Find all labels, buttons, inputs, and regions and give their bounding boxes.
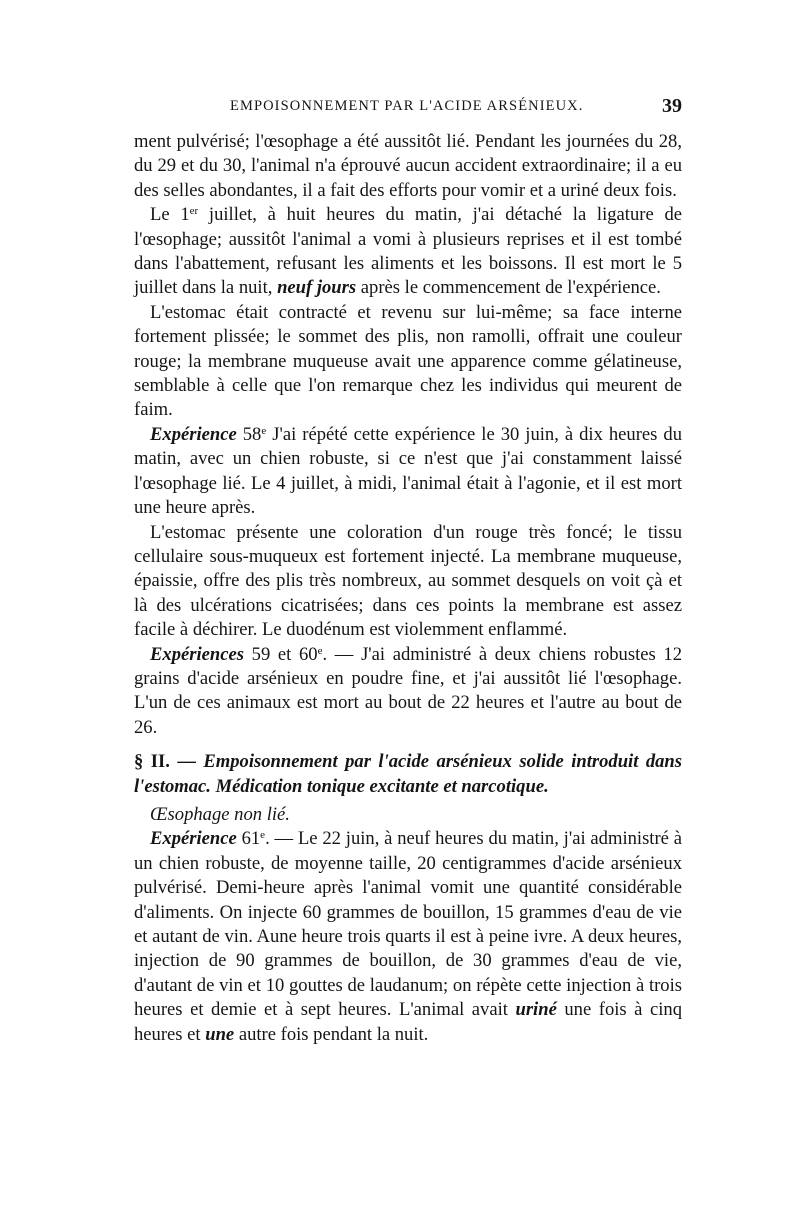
experiment-label: Expérience — [150, 828, 237, 850]
emphasis-text: une — [205, 1023, 235, 1045]
date-day: Le 1 — [150, 204, 190, 226]
section-number: § II. — — [134, 751, 204, 773]
paragraph-experience-58 — [134, 423, 682, 521]
paragraph-stomach — [134, 301, 682, 423]
paragraph-text: ment pulvérisé; l'œsophage a été aussitôt lié. Pendant les journées du 28, du 29 et du 30, l'animal n'a éprouvé aucun accident extraordinaire; il a eu des selles abondantes, il a fait des efforts pour vomir et a uriné deux fois. — [134, 131, 682, 201]
ordinal-suffix: e — [261, 424, 267, 437]
paragraph-text: J'ai répété cette expérience le 30 juin, à dix heures du matin, avec un chien robuste, si ce n'est que j'ai constamment laissé l'œsophage lié. Le 4 juillet, à midi, l'animal était à l'agonie, et il est mort une heure après. — [134, 423, 683, 519]
paragraph-experiences-59-60 — [134, 643, 682, 741]
running-title: EMPOISONNEMENT PAR L'ACIDE ARSÉNIEUX. — [230, 98, 584, 114]
paragraph-text: après le commencement de l'expérience. — [356, 277, 661, 299]
ordinal-suffix: e — [260, 829, 266, 842]
paragraph-text: . — Le 22 juin, à neuf heures du matin, j'ai administré à un chien robuste, de moyenne taille, 20 centigrammes d'acide arsénieux pulvérisé. Demi-heure après l'animal vomit une quantité considérable d'aliments. On injecte 60 grammes de bouillon, 15 grammes d'eau de vie et autant de vin. Aune heure trois quarts il est à peine ivre. A deux heures, injection de 90 grammes de bouillon, de 30 grammes d'eau de vie, d'autant de vin et 10 gouttes de laudanum; on répète cette injection à trois heures et demie et à sept heures. L'animal avait — [134, 828, 682, 1021]
paragraph-text: . — J'ai administré à deux chiens robustes 12 grains d'acide arsénieux en poudre fine, et j'ai aussitôt lié l'œsophage. L'un de ces animaux est mort au bout de 22 heures et l'autre au bout de 26. — [134, 643, 683, 738]
ordinal-suffix: er — [189, 205, 199, 218]
paragraph-stomach-2 — [134, 521, 682, 643]
paragraph-text: juillet, à huit heures du matin, j'ai détaché la ligature de l'œsophage; aussitôt l'animal a vomi à plusieurs reprises et il est tombé dans l'abattement, refusant les aliments et les boissons. Il est mort le 5 juillet dans la nuit, — [134, 204, 682, 299]
experiment-number: 58 — [236, 423, 262, 445]
page-number: 39 — [662, 95, 682, 117]
experiment-label: Expérience — [150, 423, 237, 445]
paragraph-ligature — [134, 203, 682, 301]
section-title: Empoisonnement par l'acide arsénieux solide introduit dans l'estomac. Médication tonique excitante et narcotique. — [134, 751, 682, 797]
paragraph-text: L'estomac présente une coloration d'un rouge très foncé; le tissu cellulaire sous-muqueux est fortement injecté. La membrane muqueuse, épaissie, offre des plis très nombreux, au sommet desquels on voit çà et là des ulcérations cicatrisées; dans ces points la membrane est assez facile à déchirer. Le duodénum est violemment enflammé. — [134, 521, 682, 641]
emphasis-text: uriné — [515, 999, 557, 1021]
paragraph-text: L'estomac était contracté et revenu sur lui-même; sa face interne fortement plissée; le sommet des plis, non ramolli, offrait une couleur rouge; la membrane muqueuse avait une apparence comme gélatineuse, semblable à celle que l'on remarque chez les individus qui meurent de faim. — [134, 301, 682, 421]
section-heading — [134, 750, 682, 799]
experiment-number: 61 — [236, 828, 261, 850]
body-text — [134, 130, 682, 1047]
emphasis-text: neuf jours — [277, 277, 357, 299]
ordinal-suffix: e — [317, 644, 323, 657]
experiment-label: Expériences — [150, 643, 244, 665]
running-head — [134, 95, 682, 122]
paragraph-continuation — [134, 130, 682, 203]
section-spacer — [134, 740, 682, 750]
experiment-number: 59 et 60 — [244, 643, 318, 665]
subheading: Œsophage non lié. — [150, 803, 290, 825]
paragraph-text: autre fois pendant la nuit. — [234, 1023, 429, 1045]
paragraph-experience-61 — [134, 827, 682, 1047]
paragraph-text: une fois à cinq heures et — [134, 999, 682, 1045]
